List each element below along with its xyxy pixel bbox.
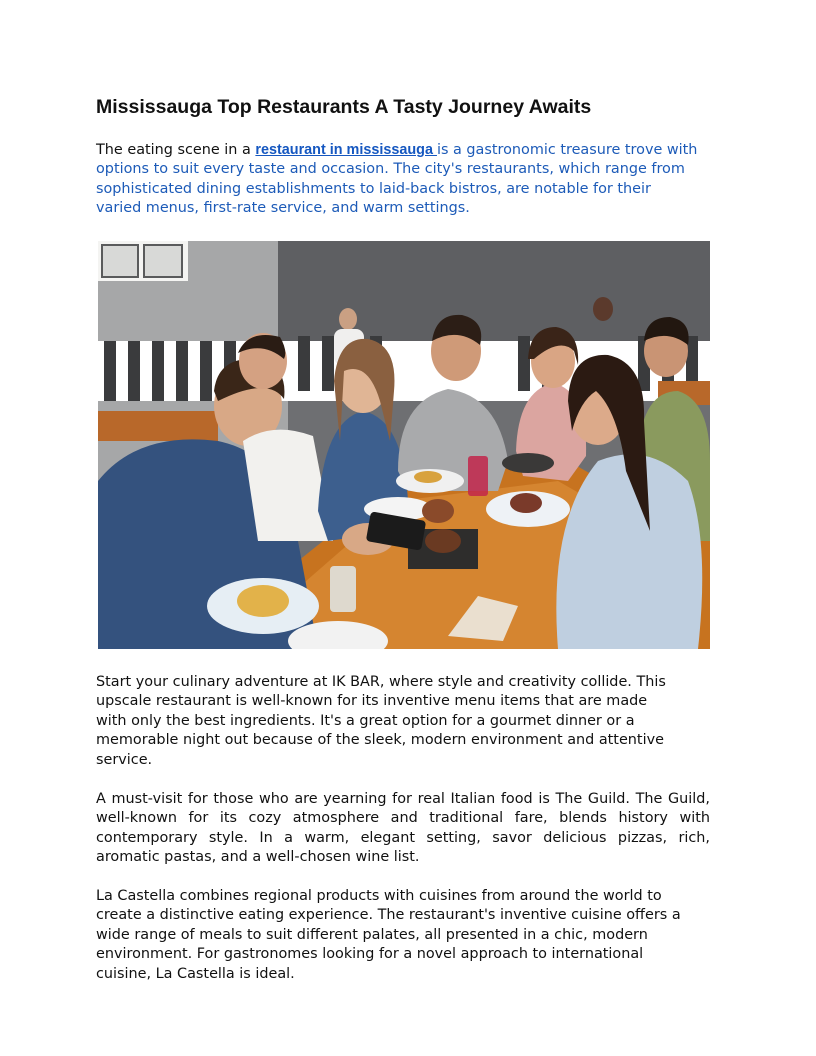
paragraph-line: wide range of meals to suit different palates, all presented in a chic, modern bbox=[96, 926, 648, 943]
paragraph-line: upscale restaurant is well-known for its inventive menu items that are made bbox=[96, 693, 648, 710]
la-castella-paragraph bbox=[96, 887, 710, 984]
paragraph-line: memorable night out because of the sleek, modern environment and attentive bbox=[96, 732, 664, 749]
intro-line: options to suit every taste and occasion. The city's restaurants, which range from bbox=[96, 161, 685, 178]
paragraph-line: A must-visit for those who are yearning for real Italian food is The Guild. The Guild, bbox=[96, 791, 710, 807]
paragraph-line: with only the best ingredients. It's a great option for a gourmet dinner or a bbox=[96, 712, 635, 729]
paragraph-line: aromatic pastas, and a well-chosen wine list. bbox=[96, 849, 420, 866]
paragraph-line: environment. For gastronomes looking for a novel approach to international bbox=[96, 946, 644, 963]
paragraph-line: cuisine, La Castella is ideal. bbox=[96, 965, 295, 982]
intro-paragraph bbox=[96, 141, 720, 219]
restaurant-friends-photo bbox=[98, 241, 710, 649]
the-guild-paragraph bbox=[96, 790, 710, 868]
intro-line: varied menus, first-rate service, and warm settings. bbox=[96, 200, 470, 217]
restaurant-link[interactable]: restaurant in mississauga bbox=[255, 142, 437, 158]
page-title: Mississauga Top Restaurants A Tasty Journey Awaits bbox=[96, 96, 592, 118]
paragraph-line: La Castella combines regional products with cuisines from around the world to bbox=[96, 888, 662, 904]
intro-line: is a gastronomic treasure trove with bbox=[436, 142, 698, 158]
paragraph-line: contemporary style. In a warm, elegant setting, savor delicious pizzas, rich, bbox=[96, 829, 710, 846]
paragraph-line: Start your culinary adventure at IK BAR, where style and creativity collide. This bbox=[96, 674, 666, 690]
paragraph-line: service. bbox=[96, 751, 153, 768]
paragraph-line: create a distinctive eating experience. The restaurant's inventive cuisine offers a bbox=[96, 907, 681, 924]
intro-lead: The eating scene in a bbox=[96, 142, 256, 158]
intro-line: sophisticated dining establishments to laid-back bistros, are notable for their bbox=[96, 180, 651, 197]
ik-bar-paragraph bbox=[96, 673, 710, 770]
paragraph-line: well-known for its cozy atmosphere and traditional fare, blends history with bbox=[96, 810, 710, 827]
